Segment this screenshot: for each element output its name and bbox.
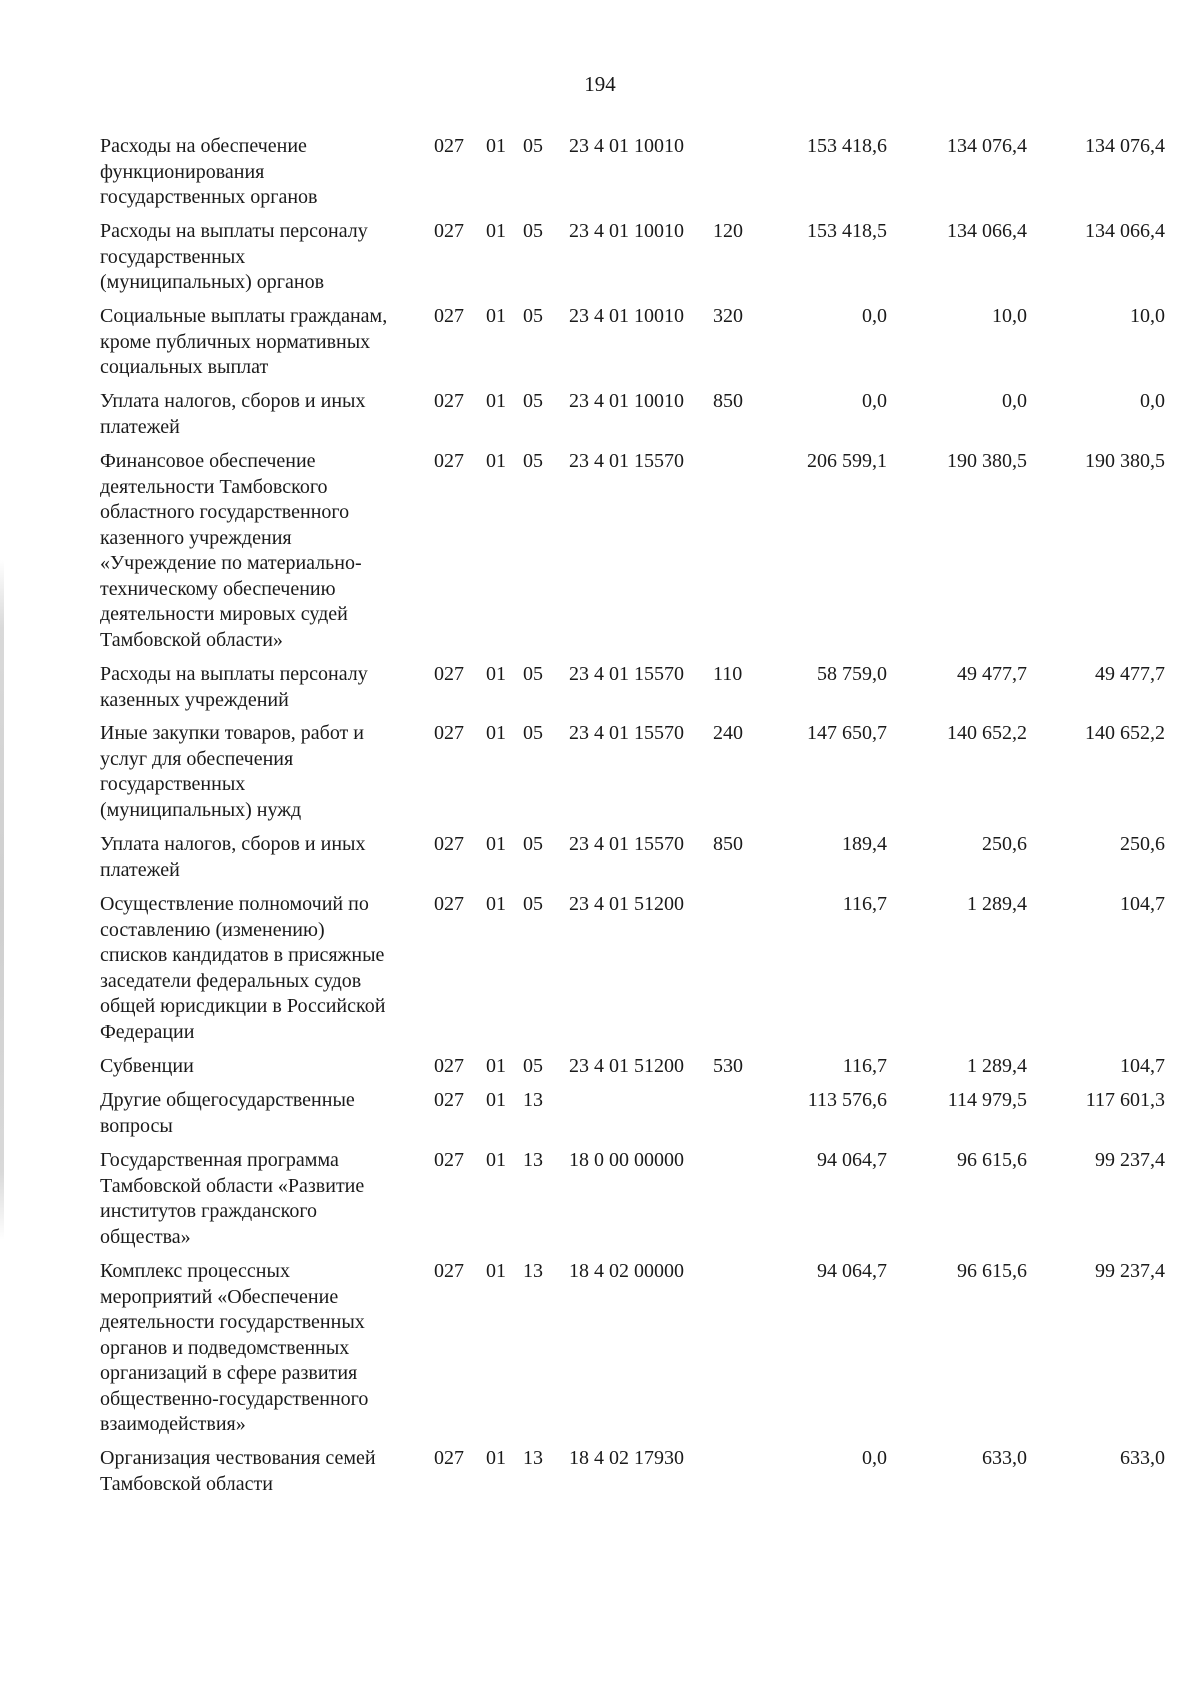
row-vr: 850: [713, 390, 743, 412]
row-amount-year-1: 116,7: [842, 893, 887, 915]
row-pr: 05: [523, 135, 543, 157]
row-vr: 110: [713, 663, 743, 685]
row-amount-year-1: 113 576,6: [807, 1089, 887, 1111]
row-rz: 01: [486, 1149, 506, 1171]
row-pr: 05: [523, 663, 543, 685]
row-name: Иные закупки товаров, работ и услуг для обеспечения государственных (муниципальных) нужд: [100, 722, 365, 821]
row-vr: 320: [713, 305, 743, 327]
row-csr: 18 4 02 17930: [569, 1447, 684, 1469]
row-ved: 027: [434, 663, 464, 685]
row-amount-year-1: 0,0: [862, 305, 887, 327]
row-csr: 23 4 01 10010: [569, 390, 684, 412]
row-name: Финансовое обеспечение деятельности Тамбовского областного государственного казенного учреждения «Учреждение по материально- техническому обеспечению деятельности мировых судей Тамбовской области»: [100, 450, 362, 651]
row-rz: 01: [486, 450, 506, 472]
row-ved: 027: [434, 1089, 464, 1111]
row-rz: 01: [486, 893, 506, 915]
row-amount-year-1: 153 418,6: [807, 135, 887, 157]
row-csr: 18 4 02 00000: [569, 1260, 684, 1282]
row-vr: 850: [713, 833, 743, 855]
row-amount-year-2: 1 289,4: [967, 1055, 1027, 1077]
row-pr: 05: [523, 305, 543, 327]
row-rz: 01: [486, 1089, 506, 1111]
row-pr: 05: [523, 220, 543, 242]
row-name: Расходы на выплаты персоналу казенных учреждений: [100, 663, 368, 711]
row-rz: 01: [486, 1055, 506, 1077]
row-name: Уплата налогов, сборов и иных платежей: [100, 833, 366, 881]
row-amount-year-1: 116,7: [842, 1055, 887, 1077]
row-ved: 027: [434, 135, 464, 157]
row-ved: 027: [434, 220, 464, 242]
row-amount-year-1: 58 759,0: [817, 663, 887, 685]
row-name: Комплекс процессных мероприятий «Обеспечение деятельности государственных органов и подведомственных организаций в сфере развития общественно-государственного взаимодействия»: [100, 1260, 369, 1435]
row-ved: 027: [434, 450, 464, 472]
row-amount-year-2: 0,0: [1002, 390, 1027, 412]
row-pr: 05: [523, 833, 543, 855]
row-amount-year-2: 633,0: [982, 1447, 1027, 1469]
row-amount-year-3: 104,7: [1120, 893, 1165, 915]
row-ved: 027: [434, 893, 464, 915]
row-amount-year-2: 10,0: [992, 305, 1027, 327]
row-rz: 01: [486, 833, 506, 855]
row-pr: 05: [523, 893, 543, 915]
row-amount-year-2: 96 615,6: [957, 1260, 1027, 1282]
row-amount-year-2: 49 477,7: [957, 663, 1027, 685]
row-rz: 01: [486, 722, 506, 744]
row-amount-year-1: 0,0: [862, 1447, 887, 1469]
row-ved: 027: [434, 1260, 464, 1282]
row-csr: 23 4 01 10010: [569, 135, 684, 157]
row-ved: 027: [434, 1055, 464, 1077]
row-amount-year-3: 99 237,4: [1095, 1149, 1165, 1171]
row-amount-year-3: 0,0: [1140, 390, 1165, 412]
row-rz: 01: [486, 305, 506, 327]
row-amount-year-3: 10,0: [1130, 305, 1165, 327]
row-amount-year-1: 94 064,7: [817, 1149, 887, 1171]
page-number: 194: [584, 72, 616, 96]
row-amount-year-2: 134 066,4: [947, 220, 1027, 242]
row-vr: 530: [713, 1055, 743, 1077]
row-rz: 01: [486, 135, 506, 157]
row-rz: 01: [486, 390, 506, 412]
row-rz: 01: [486, 220, 506, 242]
row-name: Организация чествования семей Тамбовской области: [100, 1447, 376, 1495]
row-rz: 01: [486, 663, 506, 685]
row-csr: 23 4 01 51200: [569, 1055, 684, 1077]
row-name: Осуществление полномочий по составлению (изменению) списков кандидатов в присяжные заседатели федеральных судов общей юрисдикции в Российской Федерации: [100, 893, 386, 1043]
row-csr: 23 4 01 15570: [569, 663, 684, 685]
row-amount-year-3: 99 237,4: [1095, 1260, 1165, 1282]
row-csr: 23 4 01 15570: [569, 833, 684, 855]
row-amount-year-1: 94 064,7: [817, 1260, 887, 1282]
row-pr: 13: [523, 1089, 543, 1111]
row-pr: 05: [523, 390, 543, 412]
row-amount-year-2: 190 380,5: [947, 450, 1027, 472]
row-ved: 027: [434, 1447, 464, 1469]
row-amount-year-3: 140 652,2: [1085, 722, 1165, 744]
row-ved: 027: [434, 1149, 464, 1171]
row-amount-year-2: 96 615,6: [957, 1149, 1027, 1171]
row-amount-year-2: 114 979,5: [947, 1089, 1027, 1111]
row-amount-year-1: 0,0: [862, 390, 887, 412]
row-pr: 13: [523, 1149, 543, 1171]
row-ved: 027: [434, 390, 464, 412]
row-name: Расходы на обеспечение функционирования государственных органов: [100, 135, 318, 208]
row-rz: 01: [486, 1260, 506, 1282]
row-amount-year-1: 147 650,7: [807, 722, 887, 744]
row-vr: 240: [713, 722, 743, 744]
row-amount-year-3: 250,6: [1120, 833, 1165, 855]
row-pr: 05: [523, 1055, 543, 1077]
row-amount-year-2: 134 076,4: [947, 135, 1027, 157]
row-amount-year-1: 189,4: [842, 833, 887, 855]
row-amount-year-3: 134 066,4: [1085, 220, 1165, 242]
row-name: Социальные выплаты гражданам, кроме публичных нормативных социальных выплат: [100, 305, 388, 378]
row-name: Государственная программа Тамбовской области «Развитие институтов гражданского общества»: [100, 1149, 365, 1248]
row-amount-year-1: 206 599,1: [807, 450, 887, 472]
row-csr: 23 4 01 10010: [569, 220, 684, 242]
row-csr: 23 4 01 10010: [569, 305, 684, 327]
row-name: Другие общегосударственные вопросы: [100, 1089, 355, 1137]
row-csr: 23 4 01 15570: [569, 722, 684, 744]
row-ved: 027: [434, 305, 464, 327]
row-name: Субвенции: [100, 1055, 194, 1077]
row-pr: 05: [523, 722, 543, 744]
row-amount-year-3: 633,0: [1120, 1447, 1165, 1469]
row-amount-year-3: 190 380,5: [1085, 450, 1165, 472]
row-amount-year-3: 49 477,7: [1095, 663, 1165, 685]
row-csr: 23 4 01 51200: [569, 893, 684, 915]
row-amount-year-3: 117 601,3: [1085, 1089, 1165, 1111]
row-ved: 027: [434, 722, 464, 744]
row-csr: 18 0 00 00000: [569, 1149, 684, 1171]
row-pr: 13: [523, 1260, 543, 1282]
row-amount-year-3: 104,7: [1120, 1055, 1165, 1077]
row-amount-year-2: 1 289,4: [967, 893, 1027, 915]
row-amount-year-1: 153 418,5: [807, 220, 887, 242]
row-pr: 05: [523, 450, 543, 472]
row-rz: 01: [486, 1447, 506, 1469]
row-name: Расходы на выплаты персоналу государственных (муниципальных) органов: [100, 220, 368, 293]
row-pr: 13: [523, 1447, 543, 1469]
row-amount-year-2: 140 652,2: [947, 722, 1027, 744]
row-amount-year-2: 250,6: [982, 833, 1027, 855]
row-ved: 027: [434, 833, 464, 855]
row-vr: 120: [713, 220, 743, 242]
row-amount-year-3: 134 076,4: [1085, 135, 1165, 157]
row-csr: 23 4 01 15570: [569, 450, 684, 472]
row-name: Уплата налогов, сборов и иных платежей: [100, 390, 366, 438]
